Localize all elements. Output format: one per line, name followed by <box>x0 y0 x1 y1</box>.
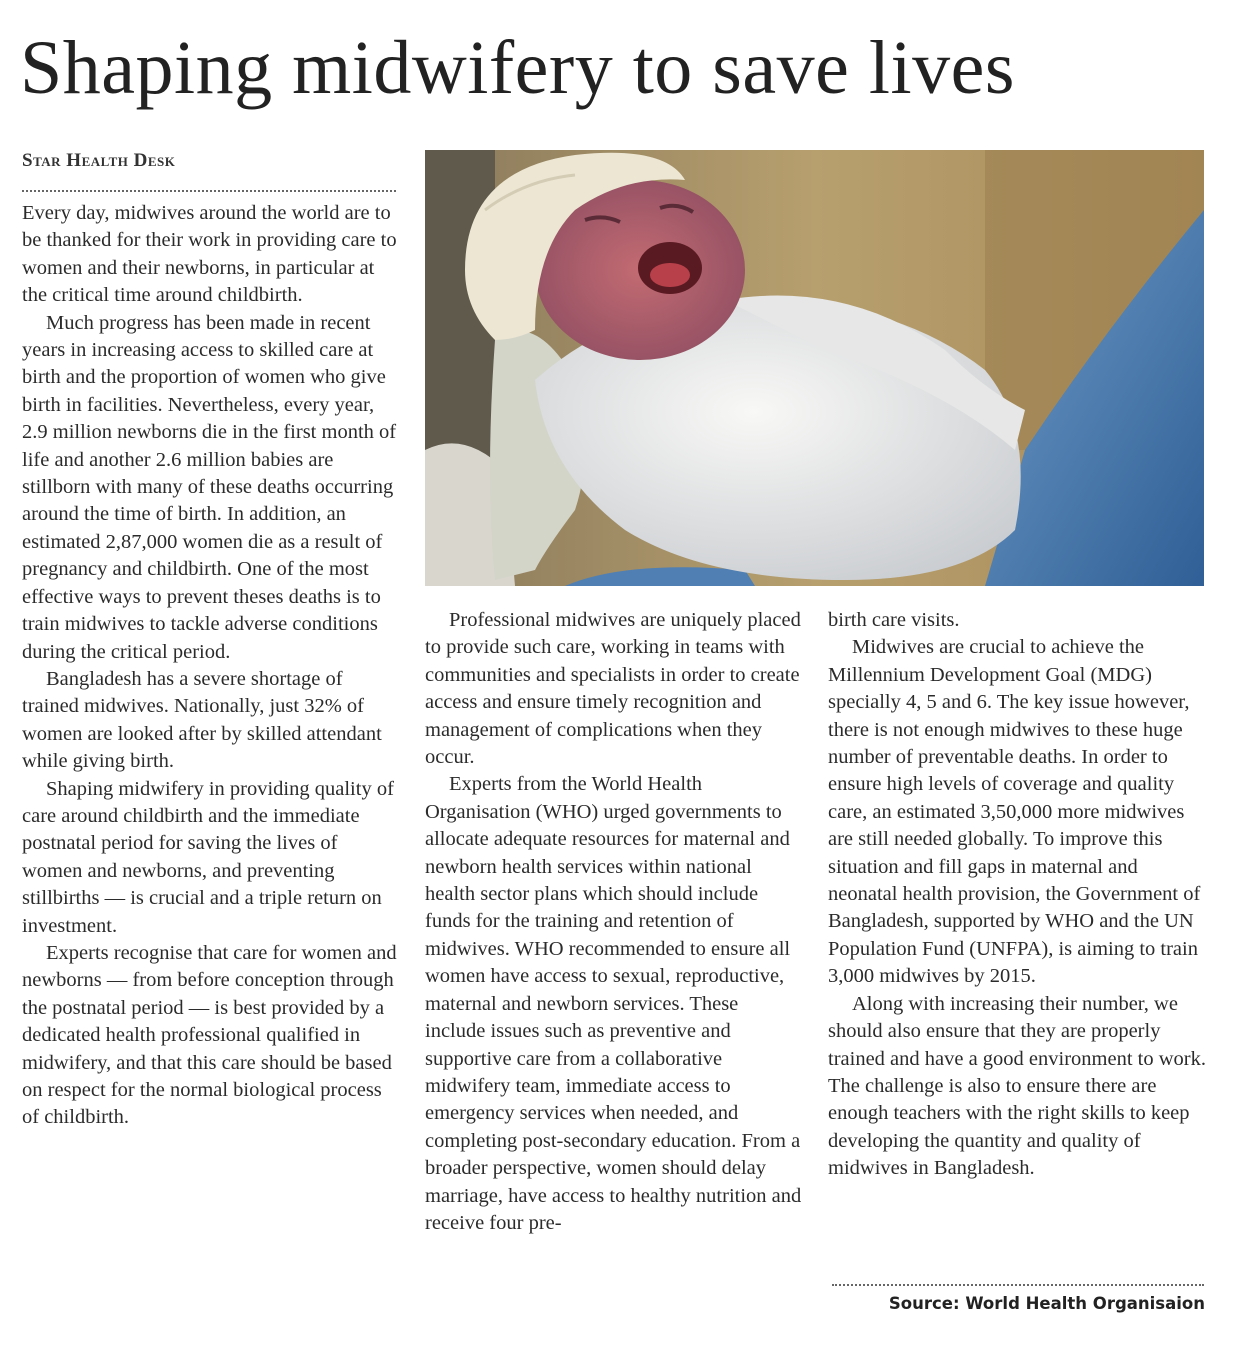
column-2 <box>425 607 803 1237</box>
paragraph: Professional midwives are uniquely placed to provide such care, working in teams with communities and specialists in order to create access and ensure timely recognition and management of complications when they occur. <box>425 609 801 769</box>
paragraph: Much progress has been made in recent years in increasing access to skilled care at birth and the proportion of women who give birth in facilities. Nevertheless, every year, 2.9 million newborns die in the first month of life and another 2.6 million babies are stillborn with many of these deaths occurring around the time of birth. In addition, an estimated 2,87,000 women die as a result of pregnancy and childbirth. One of the most effective ways to prevent theses deaths is to train midwives to tackle adverse conditions during the critical period. <box>22 311 397 663</box>
newborn-baby-photo <box>425 150 1204 586</box>
byline-divider <box>22 190 396 192</box>
headline: Shaping midwifery to save lives <box>20 26 1015 110</box>
paragraph: Midwives are crucial to achieve the Millennium Development Goal (MDG) specially 4, 5 and 6. The key issue however, there is not enough midwives to these huge number of preventable deaths. In order to ensure high levels of coverage and quality care, an estimated 3,50,000 more midwives are still needed globally. To improve this situation and fill gaps in maternal and neonatal health provision, the Government of Bangladesh, supported by WHO and the UN Population Fund (UNFPA), is aiming to train 3,000 midwives by 2015. <box>828 636 1201 988</box>
paragraph: Experts from the World Health Organisation (WHO) urged governments to allocate adequate resources for maternal and newborn health services within national health sector plans which should include funds for the training and retention of midwives. WHO recommended to ensure all women have access to sexual, reproductive, maternal and newborn services. These include issues such as preventive and supportive care from a collaborative midwifery team, immediate access to emergency services when needed, and completing post-secondary education. From a broader perspective, women should delay marriage, have access to healthy nutrition and receive four pre- <box>425 773 802 1234</box>
paragraph: Bangladesh has a severe shortage of trained midwives. Nationally, just 32% of women are looked after by skilled attendant while giving birth. <box>22 667 382 773</box>
paragraph: Along with increasing their number, we should also ensure that they are properly trained and have a good environment to work. The challenge is also to ensure there are enough teachers with the right skills to keep developing the quantity and quality of midwives in Bangladesh. <box>828 992 1206 1180</box>
paragraph: birth care visits. <box>828 609 960 631</box>
byline: Star Health Desk <box>22 150 176 171</box>
paragraph: Shaping midwifery in providing quality of care around childbirth and the immediate postnatal period for saving the lives of women and newborns, and preventing stillbirths — is crucial and a triple return on investment. <box>22 777 394 937</box>
column-1 <box>22 200 402 1132</box>
photo-illustration <box>425 150 1204 586</box>
column-3 <box>828 607 1206 1183</box>
source-credit: Source: World Health Organisaion <box>888 1294 1205 1313</box>
paragraph: Experts recognise that care for women and newborns — from before conception through the postnatal period — is best provided by a dedicated health professional qualified in midwifery, and that this care should be based on respect for the normal biological process of childbirth. <box>22 941 397 1129</box>
paragraph: Every day, midwives around the world are to be thanked for their work in providing care to women and their newborns, in particular at the critical time around childbirth. <box>22 202 397 307</box>
source-divider <box>832 1284 1204 1286</box>
